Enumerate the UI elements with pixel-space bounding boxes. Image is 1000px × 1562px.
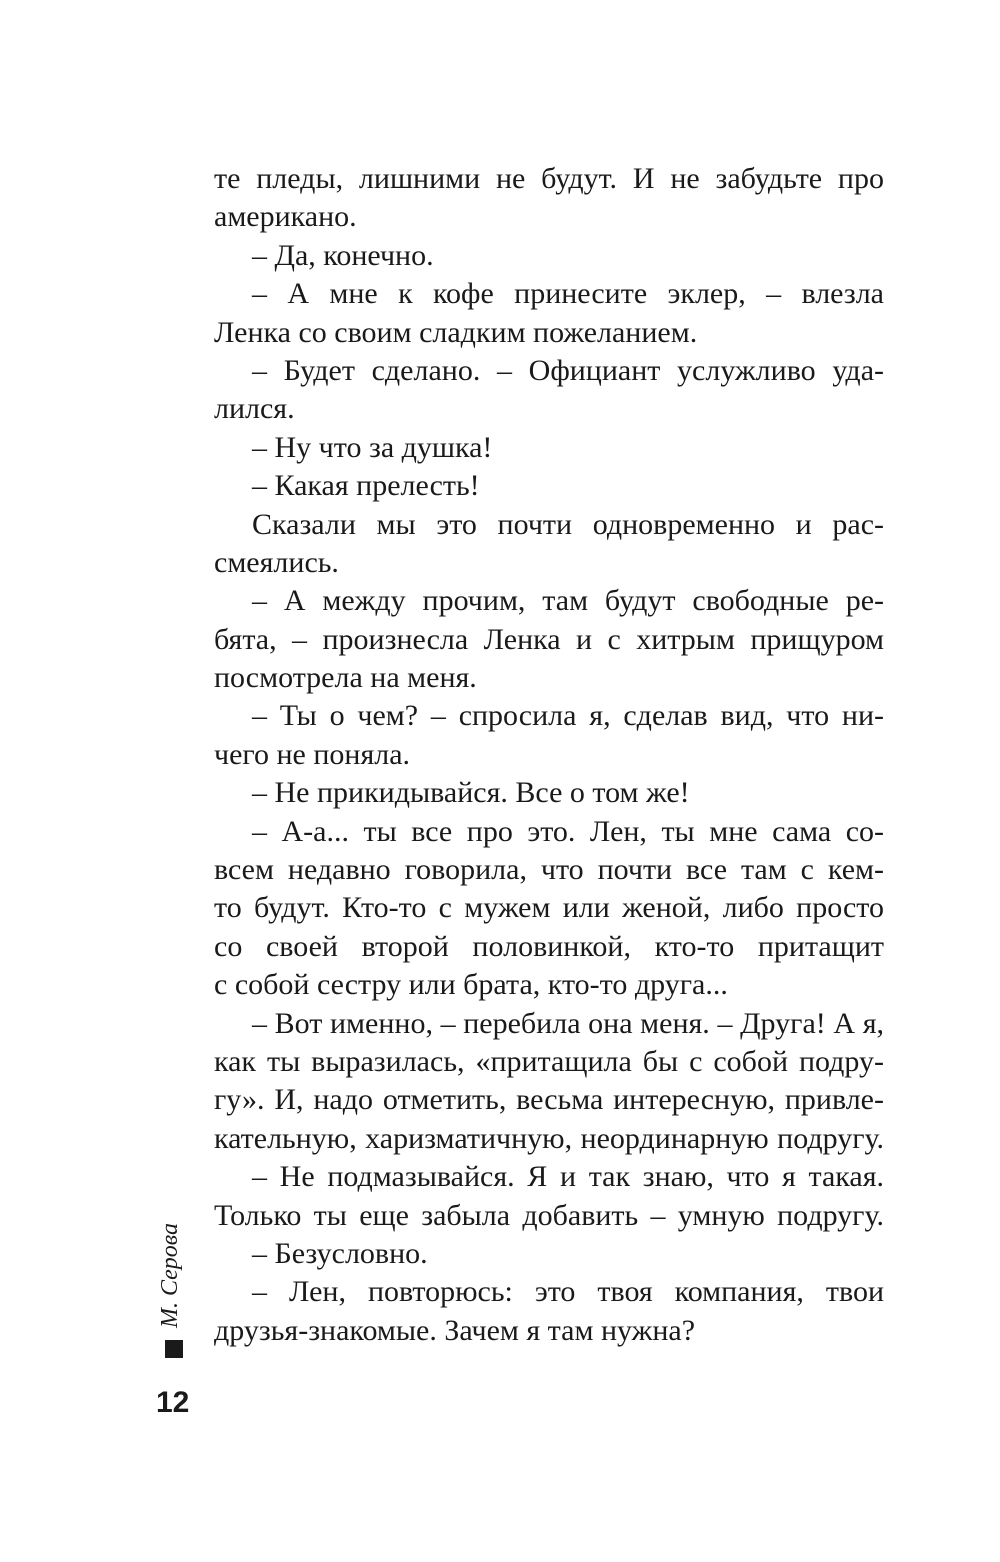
text-line: – А-а... ты все про это. Лен, ты мне сама со- bbox=[252, 814, 884, 848]
running-head-author bbox=[154, 1210, 194, 1340]
body-text bbox=[214, 160, 884, 1350]
text-line: – Ты о чем? – спросила я, сделав вид, что ни- bbox=[252, 699, 884, 733]
text-line: Только ты еще забыла добавить – умную подругу. bbox=[214, 1198, 884, 1232]
text-line: бята, – произнесла Ленка и с хитрым прищуром bbox=[214, 622, 884, 656]
text-line: посмотрела на меня. bbox=[214, 661, 477, 695]
text-line: – Безусловно. bbox=[252, 1236, 428, 1270]
text-line: чего не поняла. bbox=[214, 737, 411, 771]
text-line: с собой сестру или брата, кто-то друга... bbox=[214, 968, 728, 1002]
text-line: кательную, харизматичную, неординарную подругу. bbox=[214, 1121, 884, 1155]
text-line: гу». И, надо отметить, весьма интересную, привле- bbox=[214, 1083, 884, 1117]
text-line: Ленка со своим сладким пожеланием. bbox=[214, 315, 698, 349]
text-line: Сказали мы это почти одновременно и рас- bbox=[252, 507, 884, 541]
text-line: – А мне к кофе принесите эклер, – влезла bbox=[252, 277, 884, 311]
text-line: лился. bbox=[214, 392, 295, 426]
text-line: со своей второй половинкой, кто-то притащит bbox=[214, 929, 884, 963]
text-line: – Какая прелесть! bbox=[252, 469, 480, 503]
text-line: смеялись. bbox=[214, 545, 339, 579]
text-line: – Лен, повторюсь: это твоя компания, твои bbox=[252, 1275, 884, 1309]
page-number: 12 bbox=[156, 1386, 190, 1419]
author-name: М. Серова bbox=[157, 1222, 184, 1329]
text-line: – Да, конечно. bbox=[252, 238, 434, 272]
text-line: друзья-знакомые. Зачем я там нужна? bbox=[214, 1313, 696, 1347]
text-line: – Вот именно, – перебила она меня. – Друга! А я, bbox=[252, 1006, 884, 1040]
text-line: – Будет сделано. – Официант услужливо уда- bbox=[252, 353, 884, 387]
text-line: – Ну что за душка! bbox=[252, 430, 493, 464]
text-line: – Не прикидывайся. Все о том же! bbox=[252, 776, 690, 810]
text-line: как ты выразилась, «притащила бы с собой подру- bbox=[214, 1044, 884, 1078]
text-line: американо. bbox=[214, 200, 357, 234]
running-head-marker bbox=[165, 1340, 183, 1358]
text-line: всем недавно говорила, что почти все там с кем- bbox=[214, 853, 884, 887]
text-line: – Не подмазывайся. Я и так знаю, что я такая. bbox=[252, 1160, 884, 1194]
text-line: те пледы, лишними не будут. И не забудьте про bbox=[214, 162, 884, 195]
text-line: – А между прочим, там будут свободные ре- bbox=[252, 584, 884, 618]
text-line: то будут. Кто-то с мужем или женой, либо просто bbox=[214, 891, 884, 925]
